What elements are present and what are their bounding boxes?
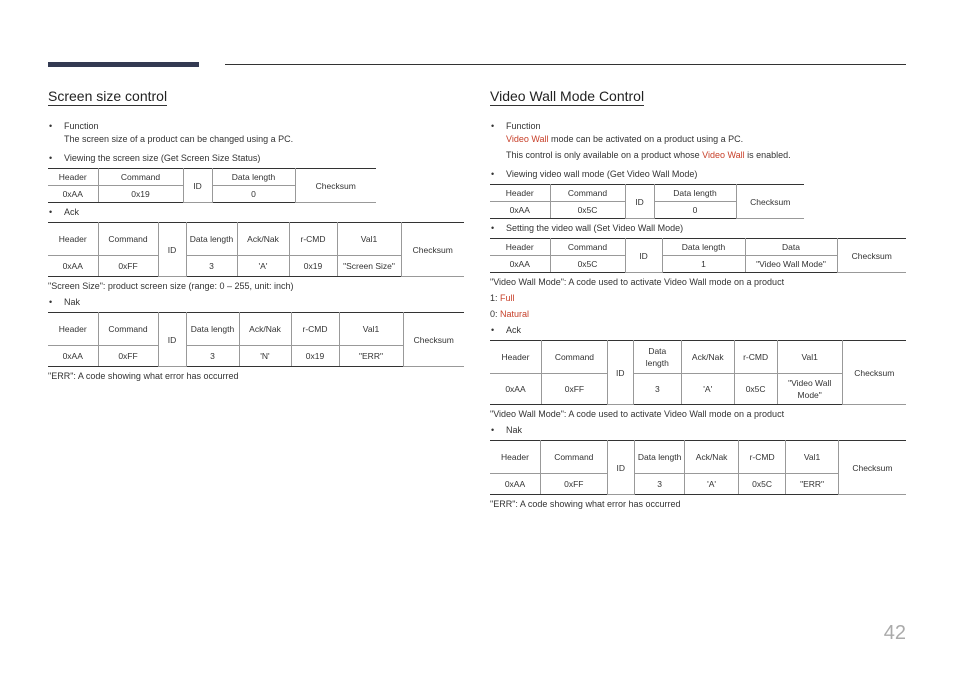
table-header-row [490,341,906,374]
table-header-row [48,223,464,256]
table-cell: 0xFF [98,346,158,367]
table-cell: 0x19 [291,346,339,367]
option-natural [490,308,906,321]
option-value: Full [500,293,515,303]
table-cell: 0xFF [540,474,607,495]
header-cell: Val1 [777,341,842,374]
header-cell: Data length [633,341,681,374]
section-title: Screen size control [48,88,168,104]
nak-bullet: • Nak [48,296,464,309]
table-cell: "Video Wall Mode" [777,374,842,405]
table-cell: 0xFF [541,374,607,405]
header-cell: Checksum [736,185,804,219]
function-description: The screen size of a product can be changed using a PC. [64,134,294,144]
table-header-row [48,169,376,186]
nak-table [490,440,906,495]
header-cell: Data length [634,441,684,474]
table-cell: "ERR" [339,346,403,367]
header-cell: Checksum [403,313,464,367]
option-value: Natural [500,309,530,319]
table-cell: 0x19 [98,186,183,203]
option-code: 0: [490,309,501,319]
header-cell: Val1 [786,441,839,474]
header-cell: ID [158,313,186,367]
table-cell: 0x19 [289,256,337,277]
table-cell: 'A' [685,474,739,495]
header-cell: Data length [186,313,239,346]
table-cell: 0xAA [48,346,98,367]
table-cell: 0 [654,202,736,219]
set-note: "Video Wall Mode": A code used to activate Video Wall mode on a product [490,277,785,287]
table-cell: 0xAA [48,186,98,203]
header-cell: Checksum [842,341,906,405]
table-cell: 0xAA [490,202,550,219]
header-cell: Ack/Nak [682,341,735,374]
header-cell: Data length [186,223,237,256]
section-title: Video Wall Mode Control [490,88,645,104]
function-description-text: is enabled. [744,150,791,160]
header-cell: ID [625,185,654,219]
header-cell: ID [158,223,186,277]
set-bullet: • Setting the video wall (Set Video Wall Mode) [490,222,906,235]
header-cell: Command [541,341,607,374]
header-cell: Ack/Nak [685,441,739,474]
table-cell: "ERR" [786,474,839,495]
header-cell: r-CMD [734,341,777,374]
get-video-wall-table [490,184,804,219]
header-cell: Checksum [295,169,376,203]
function-description [490,133,906,146]
table-cell: 'N' [239,346,291,367]
header-cell: r-CMD [291,313,339,346]
table-cell: 3 [186,256,237,277]
function-description-text: mode can be activated on a product using a PC. [548,134,744,144]
ack-bullet: • Ack [490,324,906,337]
page-number: 42 [883,622,906,644]
header-rule [225,64,906,65]
header-cell: r-CMD [289,223,337,256]
header-cell: Val1 [337,223,401,256]
ack-note: "Video Wall Mode": A code used to activate Video Wall mode on a product [490,409,785,419]
ack-table [48,222,464,277]
header-cell: ID [183,169,212,203]
header-cell: ID [625,239,662,273]
table-cell: "Screen Size" [337,256,401,277]
table-cell: 0xAA [48,256,98,277]
header-cell: Ack/Nak [239,313,291,346]
header-cell: Command [550,185,625,202]
nak-note: "ERR": A code showing what error has occurred [490,499,681,509]
header-cell: Command [98,169,183,186]
function-bullet: • Function [48,120,464,133]
header-cell: Header [48,223,98,256]
table-header-row [48,313,464,346]
get-screen-size-table [48,168,376,203]
video-wall-section [490,88,906,514]
nak-table [48,312,464,367]
table-cell: 3 [634,474,684,495]
table-cell: 0x5C [550,202,625,219]
table-cell: 'A' [237,256,289,277]
option-full [490,292,906,305]
screen-size-section [48,88,464,386]
function-bullet: • Function [490,120,906,133]
table-cell: 1 [662,256,745,273]
get-bullet: • Viewing the screen size (Get Screen Size Status) [48,152,464,165]
table-cell: 0xFF [98,256,158,277]
header-cell: Header [490,441,540,474]
table-cell: 0 [212,186,295,203]
ack-bullet: • Ack [48,206,464,219]
header-cell: Command [98,313,158,346]
header-cell: Header [490,185,550,202]
ack-table [490,340,906,405]
header-cell: Data length [212,169,295,186]
table-cell: 0xAA [490,374,541,405]
video-wall-term: Video Wall [702,150,745,160]
table-cell: 0x5C [550,256,625,273]
header-cell: Header [490,341,541,374]
header-cell: Data length [654,185,736,202]
table-cell: 3 [186,346,239,367]
function-description-text: This control is only available on a product whose [506,150,703,160]
header-accent-bar [48,62,199,67]
header-cell: Data [745,239,837,256]
header-cell: Command [98,223,158,256]
table-cell: 3 [633,374,681,405]
table-row [48,346,464,367]
header-cell: Header [490,239,550,256]
header-cell: Checksum [401,223,464,277]
header-cell: Header [48,169,98,186]
table-cell: 0x5C [738,474,785,495]
ack-note: "Screen Size": product screen size (range: 0 – 255, unit: inch) [48,281,294,291]
function-description-2 [490,149,906,162]
header-cell: Checksum [838,441,906,495]
table-cell: 'A' [682,374,735,405]
header-cell: Command [540,441,607,474]
table-header-row [490,239,906,256]
header-cell: ID [607,341,633,405]
option-code: 1: [490,293,501,303]
header-cell: Checksum [837,239,906,273]
table-cell: 0xAA [490,474,540,495]
table-cell: 0x5C [734,374,777,405]
video-wall-term: Video Wall [506,134,549,144]
table-cell: "Video Wall Mode" [745,256,837,273]
table-header-row [490,185,804,202]
header-cell: Command [550,239,625,256]
header-cell: Data length [662,239,745,256]
header-cell: r-CMD [738,441,785,474]
table-cell: 0xAA [490,256,550,273]
nak-note: "ERR": A code showing what error has occurred [48,371,239,381]
header-cell: ID [607,441,634,495]
header-cell: Val1 [339,313,403,346]
nak-bullet: • Nak [490,424,906,437]
get-bullet: • Viewing video wall mode (Get Video Wall Mode) [490,168,906,181]
set-video-wall-table [490,238,906,273]
header-cell: Ack/Nak [237,223,289,256]
header-cell: Header [48,313,98,346]
table-header-row [490,441,906,474]
